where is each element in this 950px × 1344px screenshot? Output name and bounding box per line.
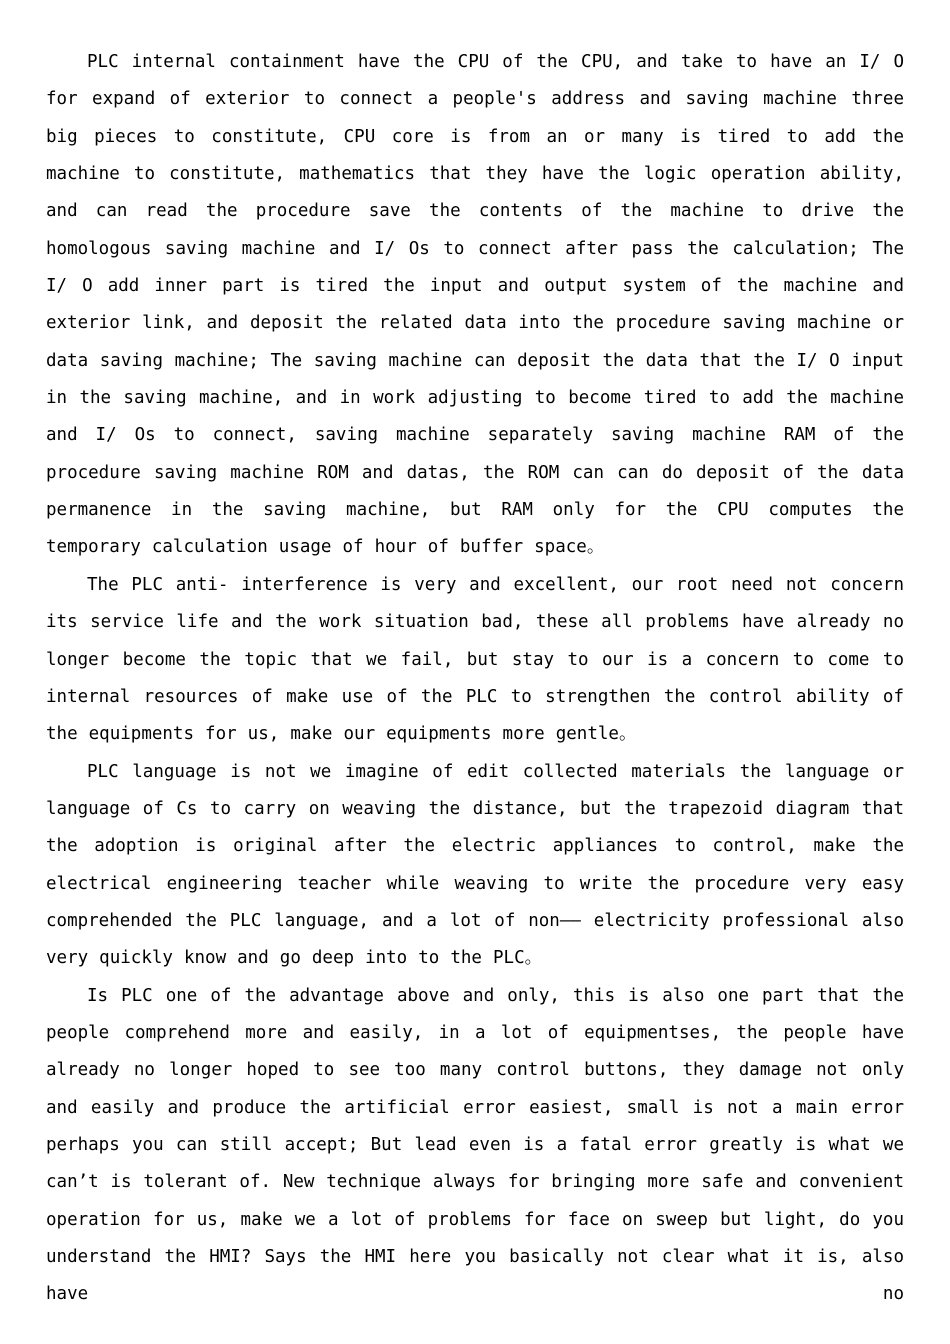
paragraph-plc-structure: PLC internal containment have the CPU of the CPU, and take to have an I/ O for expand of exterior to connect a people's address and saving machine three big pieces to constitute, CPU core is from an or many is tired to add the machine to constitute, mathematics that they have the logic operation ability, and can read the procedure save the contents of the machine to drive the homologous saving machine and I/ Os to connect after pass the calculation; The I/ O add inner part is tired the input and output system of the machine and exterior link, and deposit the related data into the procedure saving machine or data saving machine; The saving machine can deposit the data that the I/ O input in the saving machine, and in work adjusting to become tired to add the machine and I/ Os to connect, saving machine separately saving machine RAM of the procedure saving machine ROM and datas, the ROM can can do deposit of the data permanence in the saving machine, but RAM only for the CPU computes the temporary calculation usage of hour of buffer space。 — [46, 52, 904, 558]
paragraph-anti-interference: The PLC anti- interference is very and excellent, our root need not concern its service life and the work situation bad, these all problems have already no longer become the topic that we fail, but stay to our is a concern to come to internal resources of make use of the PLC to strengthen the control ability of the equipments for us, make our equipments more gentle。 — [46, 574, 904, 745]
paragraph-hmi: Is PLC one of the advantage above and only, this is also one part that the people comprehend more and easily, in a lot of equipmentses, the people have already no longer hoped to see too many control buttons, they damage not only and easily and produce the artificial error easiest, small is not a main error perhaps you can still accept; But lead even is a fatal error greatly is what we can’t is tolerant of. New technique always for bringing more safe and convenient operation for us, make we a lot of problems for face on sweep but light, do you understand the HMI? Says the HMI here you basically not clear what it is, also have no — [46, 985, 904, 1305]
paragraph-plc-language: PLC language is not we imagine of edit collected materials the language or language of Cs to carry on weaving the distance, but the trapezoid diagram that the adoption is original after the electric appliances to control, make the electrical engineering teacher while weaving to write the procedure very easy comprehended the PLC language, and a lot of non—— electricity professional also very quickly know and go deep into to the PLC。 — [46, 761, 904, 969]
document-page — [46, 44, 904, 1314]
